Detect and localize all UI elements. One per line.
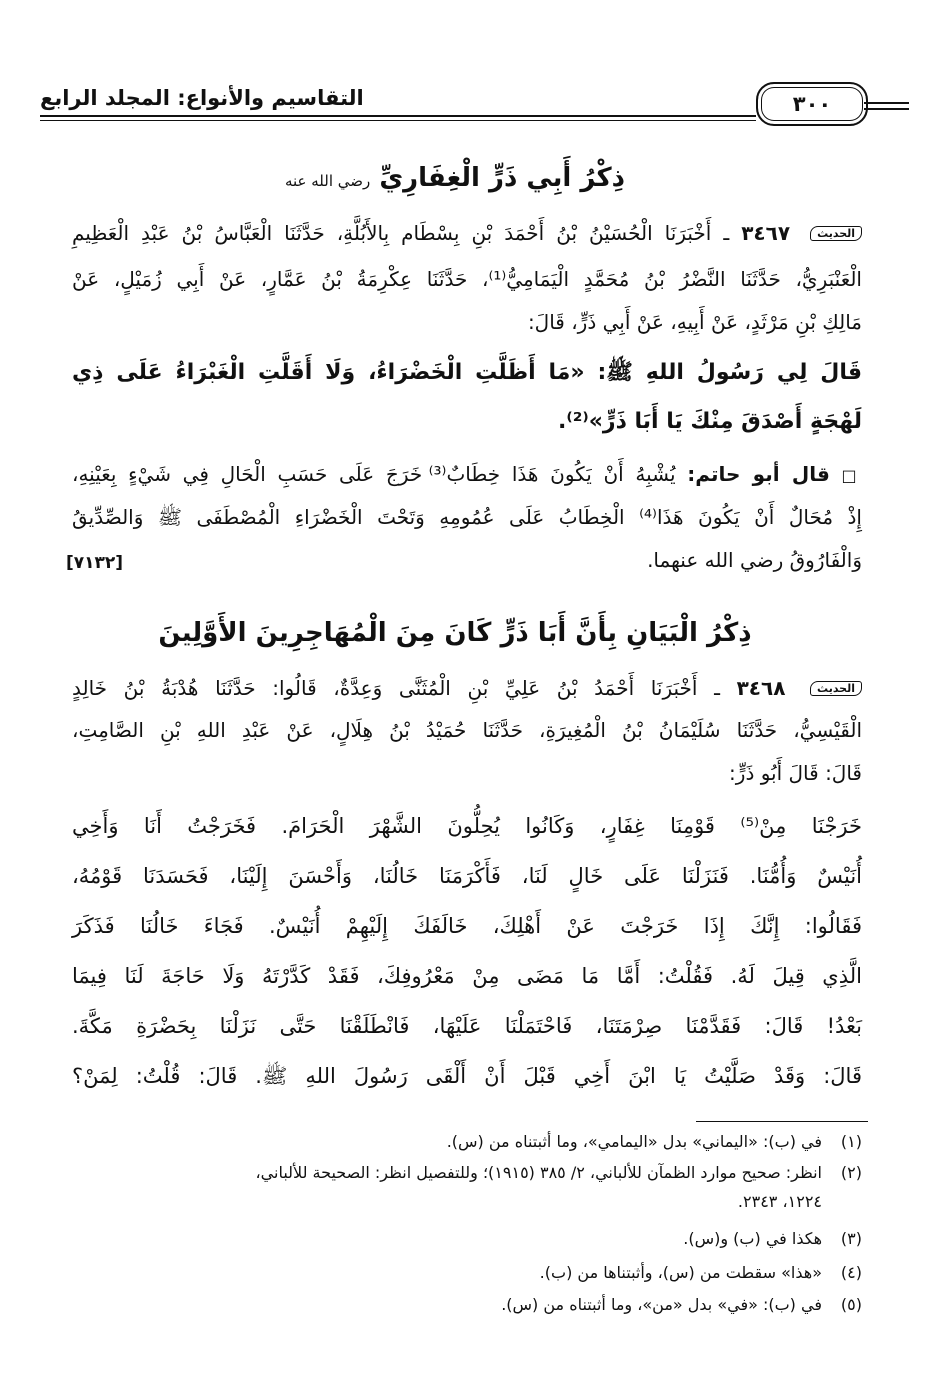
honorific-glyph: رضي الله عنه [284, 172, 371, 190]
page-number-frame [756, 82, 868, 126]
footnote-text: في (ب): «في» بدل «من»، وما أثبتناه من (س). [501, 1295, 822, 1314]
chapter-heading: ذِكْرُ الْبَيَانِ بِأَنَّ أَبَا ذَرٍّ كَانَ مِنَ الْمُهَاجِرِينَ الأَوَّلِينَ [158, 618, 752, 648]
matn-line: خَرَجْنَا مِنْ⁽⁵⁾ قَوْمِنَا غِفَارٍ، وَكَانُوا يُحِلُّونَ الشَّهْرَ الْحَرَامَ. فَخَرَجْتُ أَنَا وَأَخِي [72, 814, 862, 838]
hadith-number: ٣٤٦٧ [741, 221, 791, 245]
comment-label: قال أبو حاتم: [687, 462, 830, 486]
isnad-line [72, 676, 862, 700]
matn-line: بَعْدُ! قَالَ: فَقَدَّمْنَا صِرْمَتَنَا، فَاحْتَمَلْنَا عَلَيْهَا، فَانْطَلَقْنَا حَتَّى نَزَلْنَا بِحَضْرَةِ مَكَّةَ. [72, 1014, 862, 1038]
hadith-badge-icon: الحديث [810, 226, 862, 241]
matn-line: لَهْجَةٍ أَصْدَقَ مِنْكَ يَا أَبَا ذَرٍّ»⁽²⁾. [558, 409, 862, 434]
comment-text: يُشْبِهُ أَنْ يَكُونَ هَذَا خِطَابٌ⁽³⁾ خَرَجَ عَلَى حَسَبِ الْحَالِ فِي شَيْءٍ بِعَيْنِهِ، [72, 462, 676, 486]
chapter-heading-text: ذِكْرُ أَبِي ذَرٍّ الْغِفَارِيِّ [379, 163, 626, 193]
commentary-line: وَالْفَارُوقُ رضي الله عنهما. [647, 548, 862, 572]
page-number: ٣٠٠ [792, 92, 832, 116]
comment-marker-icon: □ [841, 466, 862, 485]
page-number-ornament-line [864, 108, 909, 110]
chapter-heading [60, 163, 850, 193]
header-rule-thin [40, 120, 756, 121]
footnote-text: هكذا في (ب) و(س). [683, 1229, 822, 1248]
footnote-text: انظر: صحيح موارد الظمآن للألباني، ٢/ ٣٨٥ (١٩١٥)؛ وللتفصيل انظر: الصحيحة للألباني، [255, 1163, 822, 1182]
footnote-separator [696, 1121, 868, 1122]
header-rule [40, 115, 756, 117]
isnad-line: مَالِكِ بْنِ مَرْثَدٍ، عَنْ أَبِيهِ، عَنْ أَبِي ذَرٍّ، قَالَ: [527, 310, 862, 334]
running-title: التقاسيم والأنواع: المجلد الرابع [40, 86, 364, 110]
footnote [72, 1294, 862, 1316]
matn-line: قَالَ لِي رَسُولُ اللهِ ﷺ: «مَا أَظَلَّتِ الْخَضْرَاءُ، وَلَا أَقَلَّتِ الْغَبْرَاءُ عَلَى ذِي [72, 360, 862, 385]
footnote-continuation: ١٢٢٤، ٢٣٤٣. [737, 1192, 822, 1211]
matn-line: الَّذِي قِيلَ لَهُ. فَقُلْتُ: أَمَّا مَا مَضَى مِنْ مَعْرُوفِكَ، فَقَدْ كَدَّرْتَهُ وَلَا حَاجَةَ لَنَا فِيمَا [72, 964, 862, 988]
footnote [72, 1228, 862, 1250]
footnote [72, 1262, 862, 1284]
isnad-line: الْقَيْسِيُّ، حَدَّثَنَا سُلَيْمَانُ بْنُ الْمُغِيرَةِ، حَدَّثَنَا حُمَيْدُ بْنُ هِلَالٍ، عَنْ عَبْدِ اللهِ بْنِ الصَّامِتِ، [72, 718, 862, 742]
footnote [72, 1162, 862, 1184]
hadith-number: ٣٤٦٨ [736, 676, 786, 700]
commentary-line: إِذْ مُحَالٌ أَنْ يَكُونَ هَذَا⁽⁴⁾ الْخِطَابُ عَلَى عُمُومِهِ وَتَحْتَ الْخَضْرَاءِ الْمُصْطَفَى ﷺ وَالصِّدِّيقُ [72, 505, 862, 529]
matn-line: فَقَالُوا: إِنَّكَ إِذَا خَرَجْتَ عَنْ أَهْلِكَ، خَالَفَكَ إِلَيْهِمْ أُنَيْسٌ. فَجَاءَ خَالُنَا فَذَكَرَ [72, 914, 862, 938]
isnad-text: ـ أَخْبَرَنَا أَحْمَدُ بْنُ عَلِيِّ بْنِ الْمُثَنَّى وَعِدَّةٌ، قَالُوا: حَدَّثَنَا هُدْبَةُ بْنُ خَالِدٍ [72, 676, 720, 700]
isnad-line: قَالَ: قَالَ أَبُو ذَرٍّ: [729, 761, 862, 785]
footnote-text: في (ب): «اليماني» بدل «اليمامي»، وما أثبتناه من (س). [446, 1132, 822, 1151]
footnote-number: (٤) [840, 1263, 862, 1282]
matn-line: أُنَيْسٌ وَأُمُّنَا. فَنَزَلْنَا عَلَى خَالٍ لَنَا، فَأَكْرَمَنَا خَالُنَا، وَأَحْسَنَ إِلَيْنَا، فَحَسَدَنَا قَوْمُهُ، [72, 864, 862, 888]
matn-line: قَالَ: وَقَدْ صَلَّيْتُ يَا ابْنَ أَخِي قَبْلَ أَنْ أَلْقَى رَسُولَ اللهِ ﷺ. قَالَ: قُلْتُ: لِمَنْ؟ [72, 1064, 862, 1088]
footnote-number: (٣) [840, 1229, 862, 1248]
isnad-line: الْعَنْبَرِيُّ، حَدَّثَنَا النَّضْرُ بْنُ مُحَمَّدٍ الْيَمَامِيُّ⁽¹⁾، حَدَّثَنَا عِكْرِمَةُ بْنُ عَمَّارٍ، عَنْ أَبِي زُمَيْلٍ، عَنْ [72, 267, 862, 291]
page-number-ornament-line [864, 102, 909, 104]
footnote-text: «هذا» سقطت من (س)، وأثبتناها من (ب). [539, 1263, 822, 1282]
page-header [40, 80, 909, 132]
footnote-number: (٢) [840, 1163, 862, 1182]
footnote [72, 1131, 862, 1153]
cross-reference-number: [٧١٣٢] [66, 553, 124, 573]
footnote-number: (٥) [840, 1295, 862, 1314]
footnote-number: (١) [840, 1132, 862, 1151]
isnad-text: ـ أَخْبَرَنَا الْحُسَيْنُ بْنُ أَحْمَدَ بْنِ بِسْطَام بِالأَبُلَّةِ، حَدَّثَنَا الْعَبَّاسُ بْنُ عَبْدِ الْعَظِيمِ [72, 221, 730, 245]
commentary-line [72, 462, 862, 486]
hadith-badge-icon: الحديث [810, 681, 862, 696]
isnad-line [72, 221, 862, 245]
